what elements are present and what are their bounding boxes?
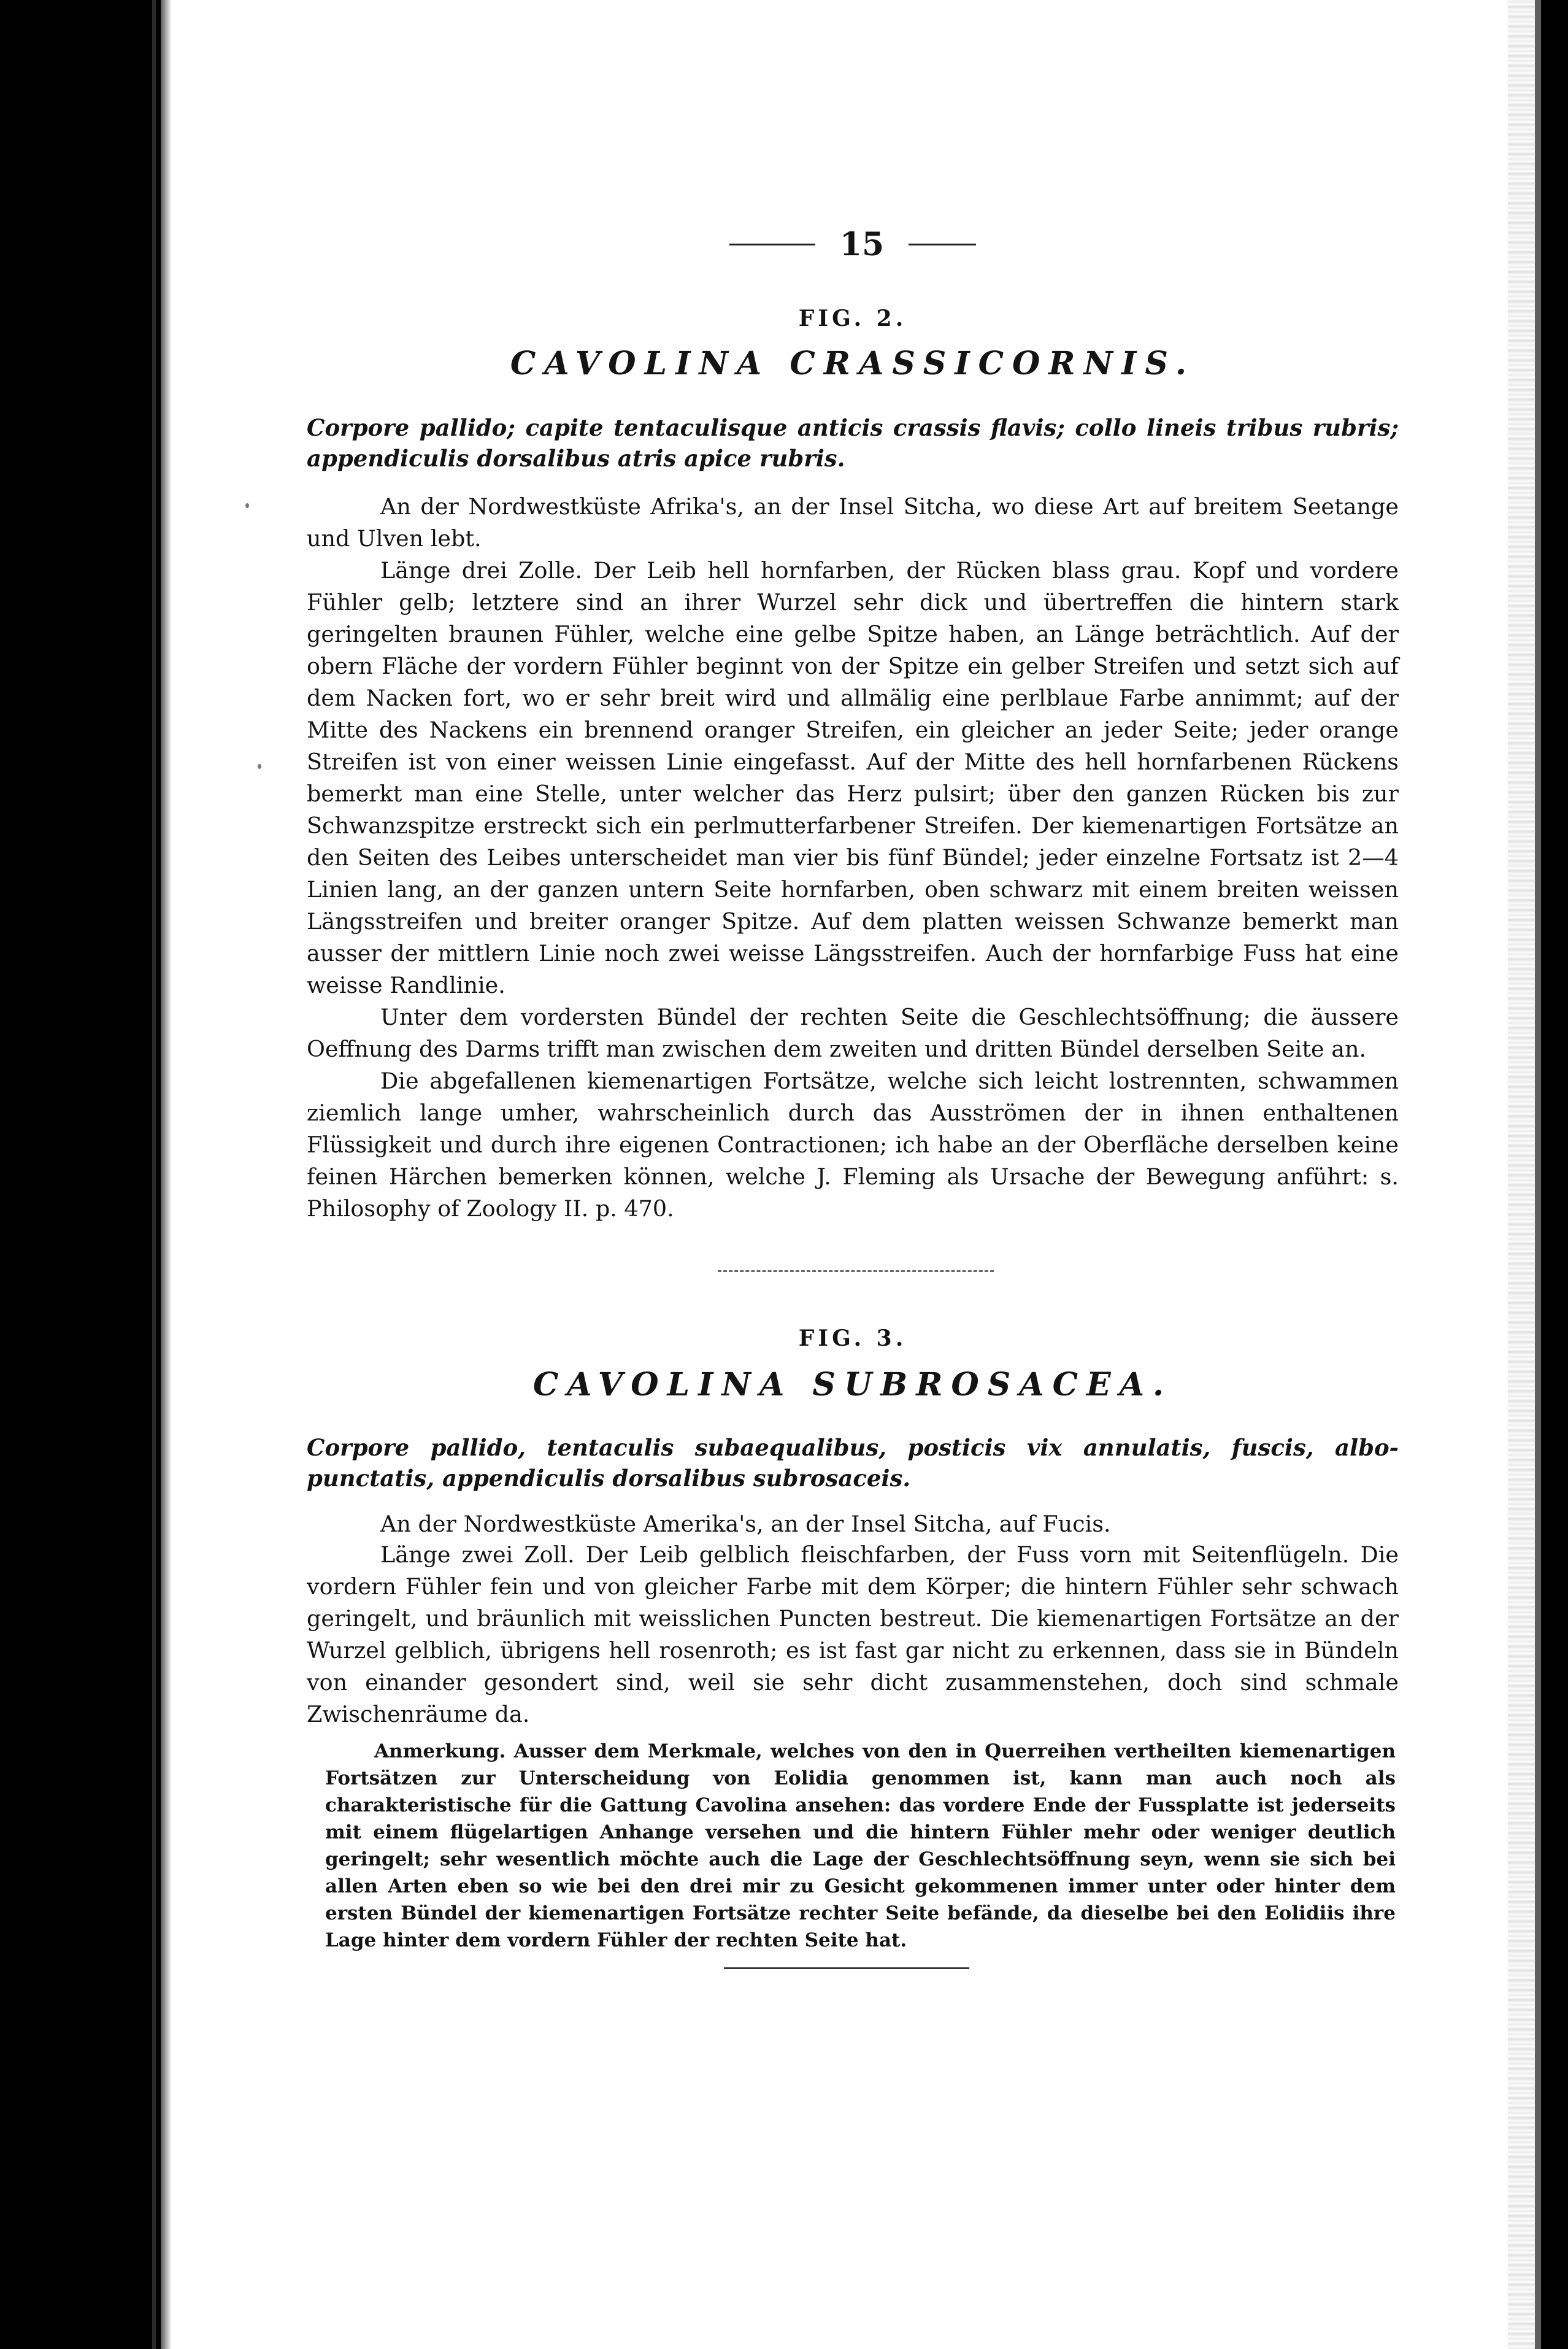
page-number: 15 xyxy=(839,225,885,263)
section-separator xyxy=(718,1270,994,1272)
figure-3-diagnosis: Corpore pallido, tentaculis subaequalibus, posticis vix annulatis, fuscis, albo-punctatis, appendiculis dorsalibus subrosaceis. xyxy=(307,1434,1399,1492)
figure-2-openings: Unter dem vordersten Bündel der rechten Seite die Geschlechtsöffnung; die äussere Oeffnung des Darms trifft man zwischen dem zweiten und dritten Bündel derselben Seite an. xyxy=(307,1004,1399,1062)
figure-3-title: CAVOLINA SUBROSACEA. xyxy=(532,1366,1173,1403)
scan-right-edge xyxy=(1541,0,1568,2349)
scan-right-margin xyxy=(1508,0,1541,2349)
end-rule xyxy=(724,1967,969,1969)
figure-2-locality: An der Nordwestküste Afrika's, an der Insel Sitcha, wo diese Art auf breitem Seetange und Ulven lebt. xyxy=(307,493,1399,552)
header-dash xyxy=(909,244,976,245)
figure-3-note: Anmerkung. Ausser dem Merkmale, welches von den in Querreihen vertheilten kiemenartigen Fortsätzen zur Unterscheidung von Eolidia genommen ist, kann man auch noch als charakteristische für die Gattung Cavolina ansehen: das vordere Ende der Fussplatte ist jederseits mit einem flügelartigen Anhange versehen und die hintern Fühler mehr oder weniger deutlich geringelt; sehr wesentlich möchte auch die Lage der Geschlechtsöffnung seyn, wenn sie sich bei allen Arten eben so wie bei den drei mir zu Gesicht gekommenen immer unter oder hinter dem ersten Bündel der kiemenartigen Fortsätze rechter Seite befände, da dieselbe bei den Eolidiis ihre Lage hinter dem vordern Fühler der rechten Seite hat. xyxy=(325,1740,1396,1951)
figure-2-label: FIG. 2. xyxy=(798,306,907,331)
scan-speck xyxy=(258,764,261,769)
page-header xyxy=(307,226,1399,263)
scan-left-edge xyxy=(0,0,161,2349)
figure-2-description: Länge drei Zolle. Der Leib hell hornfarben, der Rücken blass grau. Kopf und vordere Fühler gelb; letztere sind an ihrer Wurzel sehr dick und übertreffen die hintern stark geringelten braunen Fühler, welche eine gelbe Spitze haben, an Länge beträchtlich. Auf der obern Fläche der vordern Fühler beginnt von der Spitze ein gelber Streifen und setzt sich auf dem Nacken fort, wo er sehr breit wird und allmälig eine perlblaue Farbe annimmt; auf der Mitte des Nackens ein brennend oranger Streifen, ein gleicher an jeder Seite; jeder orange Streifen ist von einer weissen Linie eingefasst. Auf der Mitte des hell hornfarbenen Rückens bemerkt man eine Stelle, unter welcher das Herz pulsirt; über den ganzen Rücken bis zur Schwanzspitze erstreckt sich ein perlmutterfarbener Streifen. Der kiemenartigen Fortsätze an den Seiten des Leibes unterscheidet man vier bis fünf Bündel; jeder einzelne Fortsatz ist 2—4 Linien lang, an der ganzen untern Seite hornfarben, oben schwarz mit einem breiten weissen Längsstreifen und breiter oranger Spitze. Auf dem platten weissen Schwanze bemerkt man ausser der mittlern Linie noch zwei weisse Längsstreifen. Auch der hornfarbige Fuss hat eine weisse Randlinie. xyxy=(307,557,1399,998)
figure-3-locality: An der Nordwestküste Amerika's, an der Insel Sitcha, auf Fucis. xyxy=(380,1511,1111,1537)
figure-2-remarks: Die abgefallenen kiemenartigen Fortsätze, welche sich leicht lostrennten, schwammen ziemlich lange umher, wahrscheinlich durch das Ausströmen der in ihnen enthaltenen Flüssigkeit und durch ihre eigenen Contractionen; ich habe an der Oberfläche derselben keine feinen Härchen bemerken können, welche J. Fleming als Ursache der Bewegung anführt: s. Philosophy of Zoology II. p. 470. xyxy=(307,1068,1399,1222)
figure-3-description: Länge zwei Zoll. Der Leib gelblich fleischfarben, der Fuss vorn mit Seitenflügeln. Die vordern Fühler fein und von gleicher Farbe mit dem Körper; die hintern Fühler sehr schwach geringelt, und bräunlich mit weisslichen Puncten bestreut. Die kiemenartigen Fortsätze an der Wurzel gelblich, übrigens hell rosenroth; es ist fast gar nicht zu erkennen, dass sie in Bündeln von einander gesondert sind, weil sie sehr dicht zusammenstehen, doch sind schmale Zwischenräume da. xyxy=(307,1541,1399,1727)
figure-2-diagnosis: Corpore pallido; capite tentaculisque anticis crassis flavis; collo lineis tribus rubris; appendiculis dorsalibus atris apice rubris. xyxy=(307,414,1399,472)
figure-3-label: FIG. 3. xyxy=(798,1325,907,1351)
scan-speck xyxy=(245,503,249,508)
figure-2-title: CAVOLINA CRASSICORNIS. xyxy=(510,345,1196,382)
header-dash xyxy=(729,244,815,245)
